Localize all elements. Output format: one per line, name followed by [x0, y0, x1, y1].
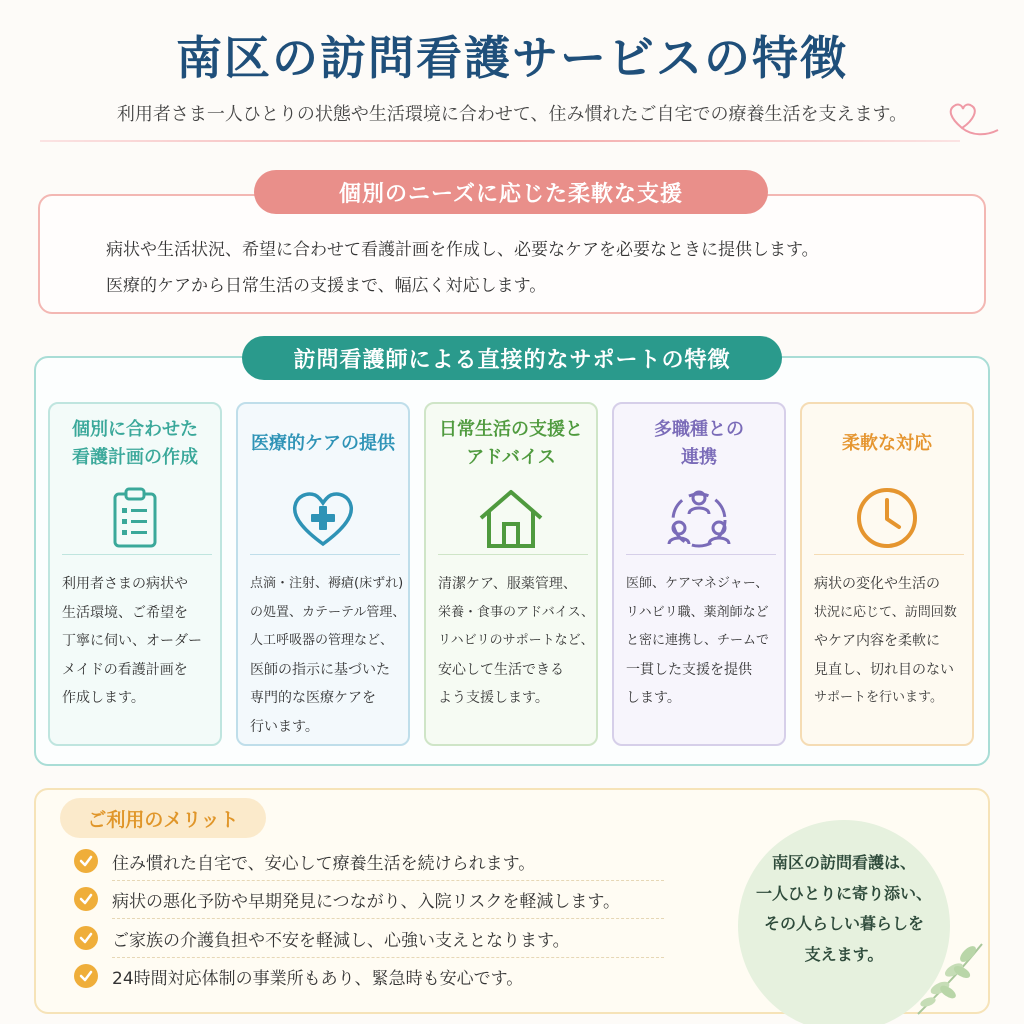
message-line: その人らしい暮らしを	[763, 914, 924, 933]
check-icon	[74, 849, 98, 873]
card-title-line: アドバイス	[466, 447, 556, 468]
card-text-line: 生活環境、ご希望を	[62, 604, 188, 621]
card-text-line: リハビリのサポートなど、	[438, 633, 594, 648]
card-text-line: と密に連携し、チームで	[626, 633, 770, 648]
check-icon	[74, 887, 98, 911]
feature-card-medical-care	[236, 402, 410, 746]
merit-item	[74, 846, 674, 876]
merits-heading: ご利用のメリット	[60, 798, 266, 838]
card-title-line: 医療的ケアの提供	[251, 433, 395, 454]
card-text-line: 清潔ケア、服薬管理、	[438, 576, 577, 592]
feature-card-flexible	[800, 402, 974, 746]
card-description	[250, 570, 406, 741]
card-text-line: 医師、ケアマネジャー、	[626, 576, 769, 591]
card-text-line: 利用者さまの病状や	[62, 576, 188, 592]
merit-divider	[112, 957, 664, 958]
card-text-line: よう支援します。	[438, 690, 549, 706]
card-text-line: 専門的な医療ケアを	[250, 690, 376, 706]
card-title-line: 連携	[681, 447, 717, 468]
card-divider	[250, 554, 400, 555]
merit-text: 24時間対応体制の事業所もあり、緊急時も安心です。	[112, 968, 524, 989]
card-text-line: します。	[626, 690, 681, 706]
merit-item	[74, 961, 674, 991]
merit-divider	[112, 880, 664, 881]
card-text-line: やケア内容を柔軟に	[814, 633, 940, 649]
card-title-line: 多職種との	[654, 419, 744, 440]
card-text-line: の処置、カテーテル管理、	[250, 604, 406, 620]
card-divider	[626, 554, 776, 555]
card-text-line: 病状の変化や生活の	[814, 576, 940, 592]
merit-item	[74, 923, 674, 953]
card-text-line: 点滴・注射、褥瘡(床ずれ)	[250, 576, 404, 591]
message-line: 南区の訪問看護は、	[771, 853, 916, 872]
card-text-line: サポートを行います。	[814, 690, 943, 705]
card-text-line: 状況に応じて、訪問回数	[814, 604, 957, 620]
card-text-line: 医師の指示に基づいた	[250, 661, 390, 678]
message-line: 一人ひとりに寄り添い、	[755, 883, 932, 903]
check-icon	[74, 964, 98, 988]
card-text-line: 行います。	[250, 718, 319, 735]
message-line: 支えます。	[804, 944, 884, 964]
card-text-line: 見直し、切れ目のない	[814, 661, 954, 678]
card-divider	[814, 554, 964, 555]
card-title	[238, 430, 408, 458]
card-title	[614, 416, 784, 472]
flexible-support-line: 医療的ケアから日常生活の支援まで、幅広く対応します。	[106, 276, 547, 296]
card-title	[802, 430, 972, 458]
heart-plus-icon	[287, 482, 359, 554]
flexible-support-text	[106, 232, 966, 304]
merit-divider	[112, 918, 664, 919]
card-text-line: 人工呼吸器の管理など、	[250, 633, 394, 648]
card-description	[438, 570, 594, 713]
heart-icon	[940, 92, 1004, 142]
leaf-icon	[912, 938, 992, 1018]
card-text-line: メイドの看護計画を	[62, 661, 188, 678]
nurse-support-heading: 訪問看護師による直接的なサポートの特徴	[242, 336, 782, 380]
merit-text: 病状の悪化予防や早期発見につながり、入院リスクを軽減します。	[112, 891, 620, 912]
feature-card-care-plan	[48, 402, 222, 746]
feature-card-daily-life	[424, 402, 598, 746]
card-text-line: 丁寧に伺い、オーダー	[62, 633, 202, 649]
page-title: 南区の訪問看護サービスの特徴	[176, 31, 848, 85]
feature-card-collaboration	[612, 402, 786, 746]
card-title	[426, 416, 596, 472]
house-icon	[475, 482, 547, 554]
clock-icon	[851, 482, 923, 554]
card-text-line: 作成します。	[62, 690, 145, 706]
card-divider	[438, 554, 588, 555]
merit-text: 住み慣れた自宅で、安心して療養生活を続けられます。	[112, 853, 536, 874]
flexible-support-line: 病状や生活状況、希望に合わせて看護計画を作成し、必要なケアを必要なときに提供します。	[106, 240, 819, 260]
card-text-line: 一貫した支援を提供	[626, 661, 752, 678]
card-title-line: 柔軟な対応	[842, 433, 932, 454]
card-text-line: リハビリ職、薬剤師など	[626, 604, 769, 620]
check-icon	[74, 926, 98, 950]
card-description	[626, 570, 782, 713]
clipboard-icon	[99, 482, 171, 554]
card-title-line: 看護計画の作成	[72, 447, 198, 468]
card-text-line: 安心して生活できる	[438, 661, 564, 678]
page-subtitle: 利用者さま一人ひとりの状態や生活環境に合わせて、住み慣れたご自宅での療養生活を支えます。	[116, 104, 908, 125]
card-description	[814, 570, 970, 713]
card-text-line: 栄養・食事のアドバイス、	[438, 604, 595, 620]
card-divider	[62, 554, 212, 555]
title-divider	[40, 140, 960, 142]
flexible-support-heading: 個別のニーズに応じた柔軟な支援	[254, 170, 768, 214]
card-description	[62, 570, 218, 713]
card-title-line: 日常生活の支援と	[439, 419, 583, 440]
team-icon	[663, 482, 735, 554]
merit-text: ご家族の介護負担や不安を軽減し、心強い支えとなります。	[112, 930, 570, 951]
merit-item	[74, 884, 674, 914]
card-title-line: 個別に合わせた	[72, 419, 198, 440]
card-title	[50, 416, 220, 472]
